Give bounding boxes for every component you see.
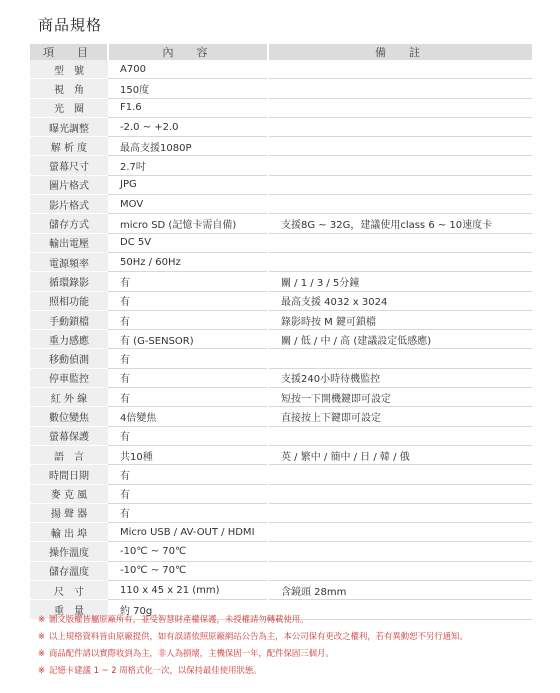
table-row [30, 484, 532, 503]
spec-note [268, 561, 532, 580]
reference-mark-icon: ※ [38, 614, 46, 624]
spec-content: JPG [108, 175, 268, 194]
spec-note: 直接按上下鍵即可設定 [268, 407, 532, 426]
spec-content: 有 [108, 272, 268, 291]
spec-item: 揚 聲 器 [30, 503, 108, 522]
spec-content: -2.0 ~ +2.0 [108, 117, 268, 136]
spec-note: 最高支援 4032 x 3024 [268, 291, 532, 310]
table-row [30, 291, 532, 310]
spec-content: 約 70g [108, 600, 268, 619]
spec-content: 共10種 [108, 445, 268, 464]
footnote-text: 記憶卡建議 1 ~ 2 周格式化一次，以保持最佳使用狀態。 [49, 665, 262, 675]
spec-content: 有 [108, 291, 268, 310]
spec-item: 操作溫度 [30, 542, 108, 561]
spec-content: F1.6 [108, 98, 268, 117]
spec-content: 有 (G-SENSOR) [108, 330, 268, 349]
spec-content: 最高支援1080P [108, 137, 268, 156]
spec-item: 麥 克 風 [30, 484, 108, 503]
spec-item: 紅 外 線 [30, 388, 108, 407]
spec-content: 2.7吋 [108, 156, 268, 175]
table-row [30, 523, 532, 542]
header-content: 內 容 [108, 44, 268, 60]
spec-item: 儲存方式 [30, 214, 108, 233]
table-row [30, 137, 532, 156]
spec-content: 有 [108, 368, 268, 387]
table-row [30, 214, 532, 233]
spec-item: 電源頻率 [30, 252, 108, 271]
spec-item: 儲存溫度 [30, 561, 108, 580]
spec-content: 150度 [108, 79, 268, 98]
footnote [38, 662, 538, 679]
spec-note [268, 79, 532, 98]
table-row [30, 60, 532, 79]
table-row [30, 407, 532, 426]
table-row [30, 542, 532, 561]
spec-note: 錄影時按 M 鍵可鎖檔 [268, 310, 532, 329]
reference-mark-icon: ※ [38, 665, 46, 675]
header-item: 項 目 [30, 44, 108, 60]
spec-content: 有 [108, 503, 268, 522]
spec-content: Micro USB / AV-OUT / HDMI [108, 523, 268, 542]
spec-note [268, 503, 532, 522]
table-row [30, 426, 532, 445]
spec-item: 型 號 [30, 60, 108, 79]
table-row [30, 117, 532, 136]
spec-note [268, 252, 532, 271]
spec-item: 解 析 度 [30, 137, 108, 156]
spec-content: 有 [108, 465, 268, 484]
spec-content: 有 [108, 388, 268, 407]
spec-item: 重力感應 [30, 330, 108, 349]
spec-note [268, 117, 532, 136]
spec-note: 關 / 低 / 中 / 高 (建議設定低感應) [268, 330, 532, 349]
spec-content: MOV [108, 195, 268, 214]
spec-content: 有 [108, 484, 268, 503]
spec-note [268, 542, 532, 561]
spec-content: 50Hz / 60Hz [108, 252, 268, 271]
spec-content: 有 [108, 310, 268, 329]
table-row [30, 195, 532, 214]
table-row [30, 561, 532, 580]
table-row [30, 272, 532, 291]
table-row [30, 581, 532, 600]
page-title: 商品規格 [38, 16, 103, 34]
spec-note [268, 523, 532, 542]
spec-item: 影片格式 [30, 195, 108, 214]
table-row [30, 465, 532, 484]
table-row [30, 252, 532, 271]
spec-note [268, 195, 532, 214]
header-note: 備 註 [268, 44, 532, 60]
spec-content: 有 [108, 349, 268, 368]
spec-item: 光 圈 [30, 98, 108, 117]
spec-note: 短按一下開機鍵即可設定 [268, 388, 532, 407]
spec-note [268, 98, 532, 117]
table-row [30, 445, 532, 464]
spec-note [268, 60, 532, 79]
table-row [30, 330, 532, 349]
footnote [38, 611, 538, 628]
spec-note [268, 426, 532, 445]
spec-content: A700 [108, 60, 268, 79]
table-row [30, 368, 532, 387]
footnote-text: 以上規格資料皆由原廠提供，如有誤請依照原廠網站公告為主，本公司保有更改之權利，若有異動恕不另行通知。 [49, 631, 468, 641]
spec-item: 重 量 [30, 600, 108, 619]
spec-content: 有 [108, 426, 268, 445]
spec-note [268, 349, 532, 368]
reference-mark-icon: ※ [38, 648, 46, 658]
spec-note [268, 137, 532, 156]
spec-note: 英 / 繁中 / 簡中 / 日 / 韓 / 俄 [268, 445, 532, 464]
spec-item: 數位變焦 [30, 407, 108, 426]
spec-item: 手動鎖檔 [30, 310, 108, 329]
table-row [30, 79, 532, 98]
spec-content: -10℃ ~ 70℃ [108, 561, 268, 580]
spec-note [268, 233, 532, 252]
spec-table [30, 44, 532, 620]
spec-content: 4倍變焦 [108, 407, 268, 426]
spec-note [268, 156, 532, 175]
spec-note: 支援8G ~ 32G，建議使用class 6 ~ 10速度卡 [268, 214, 532, 233]
spec-item: 移動偵測 [30, 349, 108, 368]
spec-item: 視 角 [30, 79, 108, 98]
footnote-text: 商品配件請以實際收到為主，非人為損壞，主機保固一年，配件保固三個月。 [49, 648, 334, 658]
footnote [38, 628, 538, 645]
table-row [30, 310, 532, 329]
spec-item: 時間日期 [30, 465, 108, 484]
spec-item: 照相功能 [30, 291, 108, 310]
spec-item: 語 言 [30, 445, 108, 464]
reference-mark-icon: ※ [38, 631, 46, 641]
spec-content: micro SD (記憶卡需自備) [108, 214, 268, 233]
spec-item: 尺 寸 [30, 581, 108, 600]
table-row [30, 156, 532, 175]
table-row [30, 503, 532, 522]
spec-note [268, 175, 532, 194]
spec-item: 循環錄影 [30, 272, 108, 291]
spec-content: DC 5V [108, 233, 268, 252]
spec-item: 輸出電壓 [30, 233, 108, 252]
spec-item: 停車監控 [30, 368, 108, 387]
table-row [30, 233, 532, 252]
table-row [30, 349, 532, 368]
spec-note: 支援240小時待機監控 [268, 368, 532, 387]
spec-item: 圖片格式 [30, 175, 108, 194]
spec-note [268, 465, 532, 484]
spec-item: 曝光調整 [30, 117, 108, 136]
table-row [30, 98, 532, 117]
table-header-row [30, 44, 532, 60]
spec-note [268, 484, 532, 503]
footnote-text: 圖文版權皆屬原廠所有，並受智慧財產權保護，未授權請勿轉載使用。 [49, 614, 309, 624]
footnotes [38, 611, 538, 679]
spec-item: 螢幕保護 [30, 426, 108, 445]
spec-note: 關 / 1 / 3 / 5分鐘 [268, 272, 532, 291]
spec-item: 輸 出 埠 [30, 523, 108, 542]
spec-content: 110 x 45 x 21 (mm) [108, 581, 268, 600]
spec-item: 螢幕尺寸 [30, 156, 108, 175]
footnote [38, 645, 538, 662]
spec-content: -10℃ ~ 70℃ [108, 542, 268, 561]
spec-note: 含鏡頭 28mm [268, 581, 532, 600]
table-row [30, 175, 532, 194]
table-row [30, 388, 532, 407]
